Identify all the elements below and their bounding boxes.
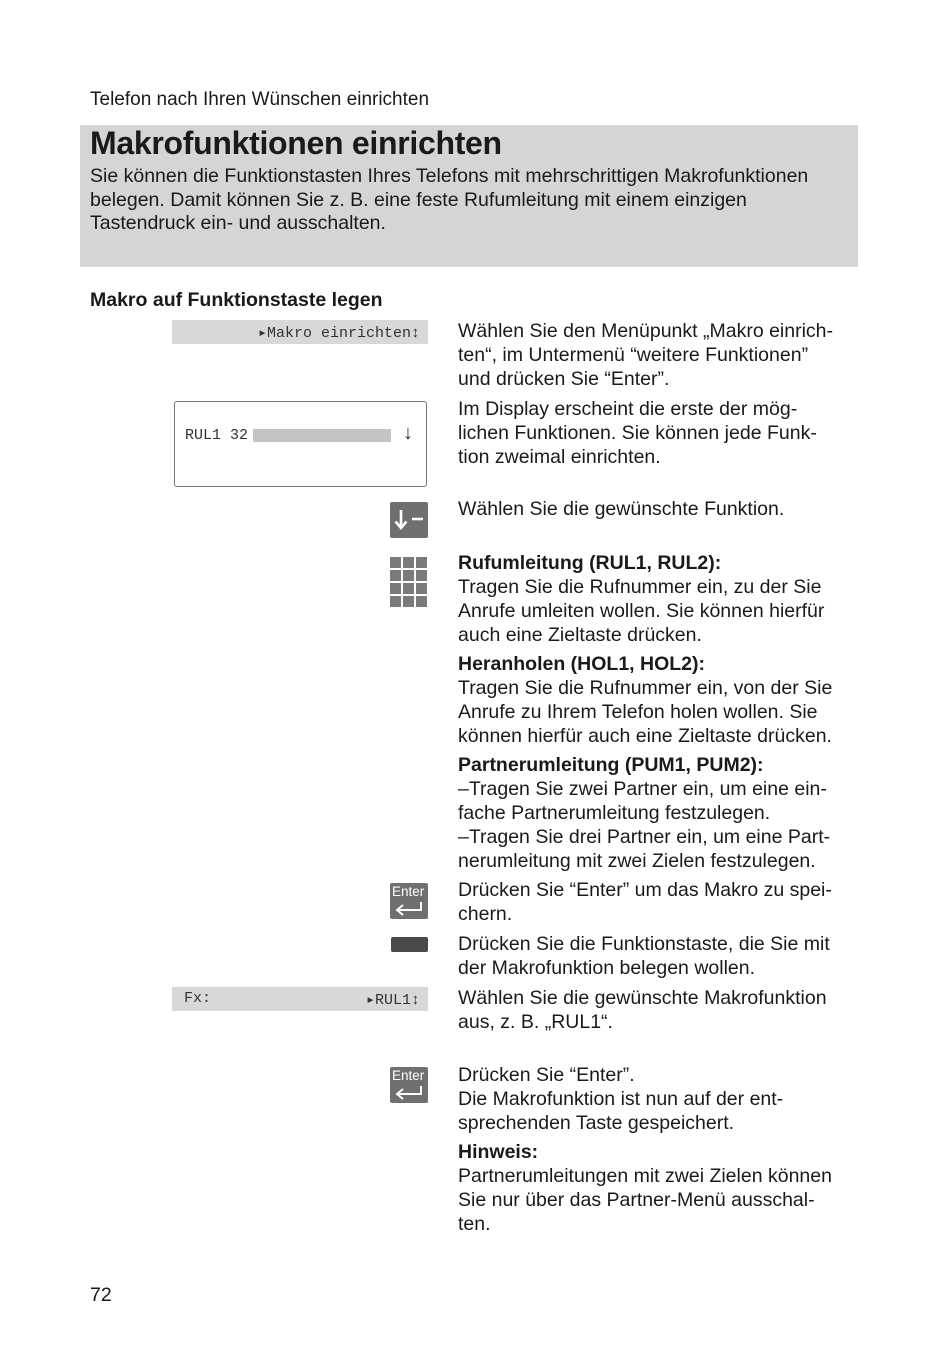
running-head: Telefon nach Ihren Wünschen einrichten: [90, 89, 430, 110]
text-line: Tragen Sie die Rufnummer ein, von der Sie: [458, 677, 833, 699]
enter-key-icon[interactable]: [390, 883, 428, 919]
text-line: –Tragen Sie drei Partner ein, um eine Part-: [458, 826, 831, 848]
intro-line: Sie können die Funktionstasten Ihres Telefons mit mehrschrittigen Makrofunktionen: [90, 165, 809, 187]
display-fx-label: Fx:: [184, 990, 212, 1007]
text-line: Im Display erscheint die erste der mög-: [458, 398, 798, 420]
page-title: Makrofunktionen einrichten: [90, 125, 502, 161]
text-line: Anrufe zu Ihrem Telefon holen wollen. Sie: [458, 701, 818, 723]
text-line: nerumleitung mit zwei Zielen festzulegen.: [458, 850, 816, 872]
text-line: –Tragen Sie zwei Partner ein, um eine ein-: [458, 778, 827, 800]
text-line: tion zweimal einrichten.: [458, 446, 661, 468]
subheading-hol: Heranholen (HOL1, HOL2):: [458, 653, 706, 675]
step-select-menu: [458, 319, 858, 391]
display-menu: [172, 320, 428, 344]
hint-heading: Hinweis:: [458, 1141, 539, 1163]
text-line: Drücken Sie die Funktionstaste, die Sie mit: [458, 933, 830, 955]
text-line: lichen Funktionen. Sie können jede Funk-: [458, 422, 817, 444]
step-pum: [458, 753, 858, 873]
enter-key-label: Enter: [392, 1068, 425, 1083]
enter-key-label: Enter: [392, 884, 425, 899]
text-line: fache Partnerumleitung festzulegen.: [458, 802, 771, 824]
text-line: ten.: [458, 1213, 491, 1235]
text-line: Wählen Sie den Menüpunkt „Makro einrich-: [458, 320, 834, 342]
down-arrow-icon: ↓: [403, 422, 413, 444]
function-key-icon[interactable]: [391, 937, 428, 952]
step-save-macro: [458, 878, 858, 926]
step-confirm: [458, 1063, 858, 1135]
text-line: ten“, im Untermenü “weitere Funktionen”: [458, 344, 809, 366]
intro-text: [90, 165, 850, 236]
display-fx: [172, 987, 428, 1011]
text-line: können hierfür auch eine Zieltaste drücken.: [458, 725, 832, 747]
section-heading: Makro auf Funktionstaste legen: [90, 289, 383, 311]
text-line: Wählen Sie die gewünschte Makrofunktion: [458, 987, 827, 1009]
display-input-bar: [253, 429, 391, 442]
text-line: Die Makrofunktion ist nun auf der ent-: [458, 1088, 784, 1110]
display-function-label: RUL1 32: [185, 427, 249, 444]
enter-key-icon[interactable]: [390, 1067, 428, 1103]
subheading-pum: Partnerumleitung (PUM1, PUM2):: [458, 754, 764, 776]
text-line: der Makrofunktion belegen wollen.: [458, 957, 756, 979]
step-rul: [458, 551, 858, 647]
text-line: Anrufe umleiten wollen. Sie können hierfür: [458, 600, 825, 622]
subheading-rul: Rufumleitung (RUL1, RUL2):: [458, 552, 722, 574]
step-choose-function: [458, 497, 858, 521]
text-line: chern.: [458, 903, 513, 925]
text-line: Partnerumleitungen mit zwei Zielen können: [458, 1165, 832, 1187]
text-line: und drücken Sie “Enter”.: [458, 368, 670, 390]
keypad-icon[interactable]: [390, 557, 428, 607]
text-line: Sie nur über das Partner-Menü ausschal-: [458, 1189, 815, 1211]
hint-block: [458, 1140, 858, 1236]
intro-line: belegen. Damit können Sie z. B. eine feste Rufumleitung mit einem einzigen: [90, 188, 747, 211]
text-line: sprechenden Taste gespeichert.: [458, 1112, 735, 1134]
text-line: auch eine Zieltaste drücken.: [458, 624, 702, 646]
text-line: Tragen Sie die Rufnummer ein, zu der Sie: [458, 576, 822, 598]
step-hol: [458, 652, 858, 748]
display-fx-value: ▸RUL1↕: [365, 992, 420, 1009]
arrow-key-icon[interactable]: [390, 502, 428, 538]
text-line: Drücken Sie “Enter” um das Makro zu spei-: [458, 879, 832, 901]
display-function: [174, 401, 427, 487]
page-number: 72: [90, 1284, 112, 1306]
text-line: Drücken Sie “Enter”.: [458, 1064, 635, 1086]
display-menu-text: ▸Makro einrichten↕: [257, 325, 420, 342]
intro-line: Tastendruck ein- und ausschalten.: [90, 212, 386, 234]
step-select-macro: [458, 986, 858, 1034]
step-display-info: [458, 397, 858, 469]
text-line: aus, z. B. „RUL1“.: [458, 1011, 613, 1033]
step-press-function-key: [458, 932, 858, 980]
text-line: Wählen Sie die gewünschte Funktion.: [458, 498, 785, 520]
